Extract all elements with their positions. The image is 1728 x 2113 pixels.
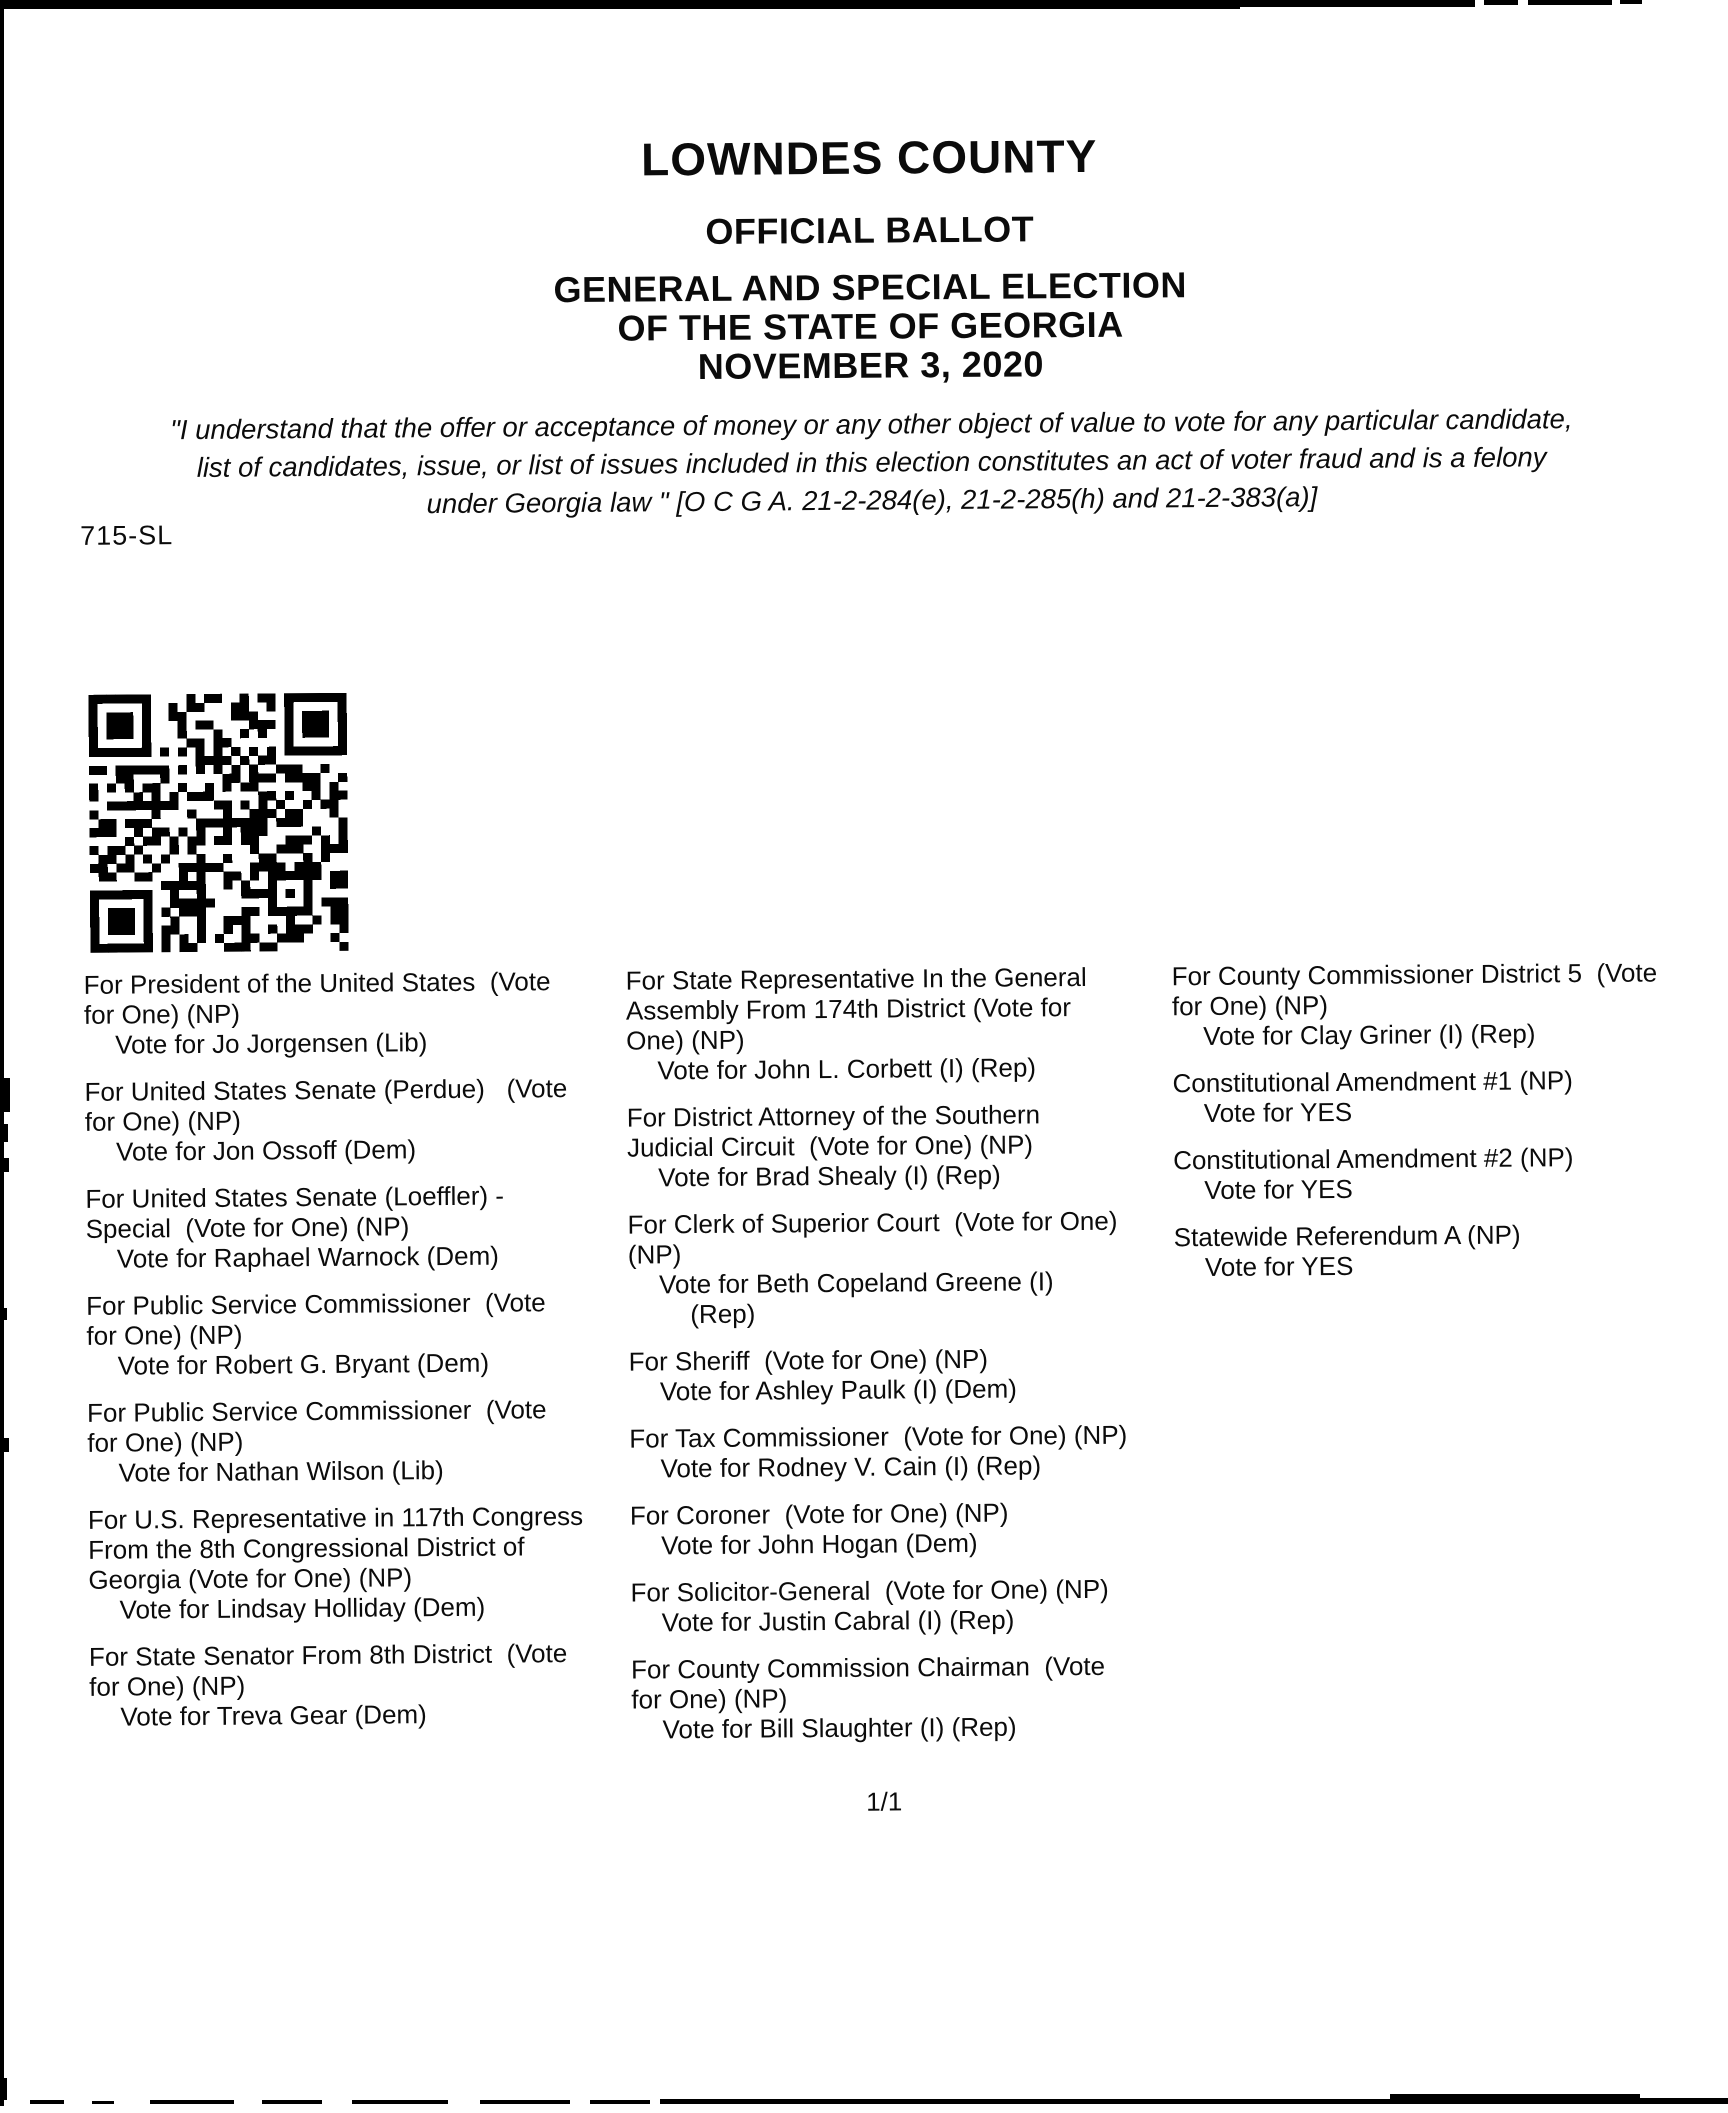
contest-block bbox=[630, 1573, 1175, 1637]
contest-block bbox=[630, 1496, 1175, 1560]
voter-fraud-notice bbox=[63, 399, 1680, 526]
election-date: NOVEMBER 3, 2020 bbox=[697, 343, 1045, 387]
contest-block bbox=[627, 1205, 1173, 1329]
contest-title: For President of the United States (Vote for One) (NP) bbox=[83, 966, 551, 1030]
ballot-header bbox=[61, 124, 1680, 526]
fraud-notice-line: "I understand that the offer or acceptance of money or any other object of value to vote for any particular candidate, bbox=[170, 403, 1573, 446]
vote-selection: Vote for Raphael Warnock (Dem) bbox=[116, 1240, 499, 1274]
scan-artifact-left-blob bbox=[0, 1438, 9, 1452]
contest-title: For County Commission Chairman (Vote for One) (NP) bbox=[630, 1650, 1106, 1715]
contest-title: Statewide Referendum A (NP) bbox=[1173, 1219, 1521, 1253]
county-title: LOWNDES COUNTY bbox=[640, 129, 1098, 186]
vote-selection: Vote for Treva Gear (Dem) bbox=[120, 1699, 427, 1732]
scan-artifact-left-blob bbox=[0, 1308, 7, 1320]
contest-block bbox=[89, 1638, 630, 1732]
contest-title: For United States Senate (Loeffler) - Special (Vote for One) (NP) bbox=[85, 1180, 505, 1244]
vote-selection: Vote for YES bbox=[1203, 1096, 1353, 1129]
vote-selection: Vote for Justin Cabral (I) (Rep) bbox=[661, 1604, 1015, 1638]
vote-selection: Vote for Clay Griner (I) (Rep) bbox=[1203, 1018, 1536, 1052]
contest-title: For Public Service Commissioner (Vote for One) (NP) bbox=[86, 1394, 547, 1458]
contest-block bbox=[629, 1419, 1174, 1483]
vote-selection: Vote for YES bbox=[1204, 1250, 1354, 1283]
contest-title: For Solicitor-General (Vote for One) (NP) bbox=[630, 1573, 1109, 1608]
contest-title: For Tax Commissioner (Vote for One) (NP) bbox=[629, 1419, 1128, 1454]
fraud-notice-line: list of candidates, issue, or list of issues included in this election constitutes an act of voter fraud and is a felony bbox=[196, 441, 1547, 483]
fraud-notice-line: under Georgia law " [O C G A. 21-2-284(e), 21-2-285(h) and 21-2-383(a)] bbox=[426, 481, 1318, 520]
ballot-style-code: 715-SL bbox=[80, 520, 174, 551]
vote-selection: Vote for Rodney V. Cain (I) (Rep) bbox=[660, 1450, 1042, 1484]
election-title bbox=[62, 261, 1679, 391]
contest-block bbox=[627, 1098, 1173, 1192]
vote-selection: Vote for Jon Ossoff (Dem) bbox=[115, 1134, 417, 1167]
contest-title: For State Senator From 8th District (Vote for One) (NP) bbox=[88, 1638, 568, 1702]
contest-block bbox=[626, 961, 1172, 1085]
contest-block bbox=[85, 1180, 626, 1274]
contest-title: Constitutional Amendment #2 (NP) bbox=[1173, 1142, 1574, 1176]
contest-title: For Public Service Commissioner (Vote for One) (NP) bbox=[86, 1287, 546, 1351]
contest-title: For State Representative In the General Assembly From 174th District (Vote for One) (NP) bbox=[625, 961, 1087, 1056]
vote-selection: Vote for Ashley Paulk (I) (Dem) bbox=[659, 1373, 1017, 1407]
contest-block bbox=[629, 1342, 1174, 1406]
contest-column-3 bbox=[1172, 957, 1728, 1299]
contest-title: For United States Senate (Perdue) (Vote for One) (NP) bbox=[84, 1073, 568, 1137]
vote-selection: Vote for Jo Jorgensen (Lib) bbox=[115, 1027, 428, 1060]
contest-block bbox=[84, 966, 625, 1060]
vote-selection: Vote for John L. Corbett (I) (Rep) bbox=[657, 1052, 1037, 1086]
page-number: 1/1 bbox=[866, 1786, 903, 1817]
contest-block bbox=[86, 1287, 627, 1381]
vote-selection: Vote for YES bbox=[1204, 1173, 1353, 1206]
contest-block bbox=[1172, 957, 1728, 1051]
vote-selection: Vote for Brad Shealy (I) (Rep) bbox=[658, 1159, 1001, 1193]
contest-block bbox=[88, 1501, 629, 1625]
contest-block bbox=[1172, 1064, 1728, 1128]
election-line-1: GENERAL AND SPECIAL ELECTION bbox=[553, 264, 1188, 311]
vote-selection: Vote for Lindsay Holliday (Dem) bbox=[119, 1591, 486, 1625]
vote-selection: Vote for Bill Slaughter (I) (Rep) bbox=[662, 1711, 1017, 1745]
contest-block bbox=[1174, 1218, 1728, 1282]
contest-column-2 bbox=[626, 961, 1177, 1761]
vote-selection: (Rep) bbox=[690, 1298, 756, 1330]
contest-title: For Sheriff (Vote for One) (NP) bbox=[628, 1343, 989, 1377]
contest-block bbox=[87, 1394, 628, 1488]
ballot-qr-code bbox=[81, 693, 355, 953]
vote-selection: Vote for John Hogan (Dem) bbox=[661, 1527, 978, 1561]
contest-title: For U.S. Representative in 117th Congress From the 8th Congressional District of Georgia (Vote for One) (NP) bbox=[87, 1500, 584, 1595]
vote-selection: Vote for Robert G. Bryant (Dem) bbox=[117, 1347, 490, 1381]
vote-selection: Vote for Beth Copeland Greene (I) bbox=[658, 1266, 1054, 1300]
scan-artifact-bottom-block bbox=[0, 2078, 7, 2100]
scan-artifact-left-blob bbox=[0, 1124, 8, 1142]
contest-title: Constitutional Amendment #1 (NP) bbox=[1172, 1065, 1573, 1099]
election-line-2: OF THE STATE OF GEORGIA bbox=[617, 303, 1124, 349]
ballot-type-title: OFFICIAL BALLOT bbox=[705, 208, 1035, 252]
contest-block bbox=[84, 1073, 625, 1167]
scan-artifact-left-blob bbox=[0, 1158, 9, 1172]
contest-title: For District Attorney of the Southern Judicial Circuit (Vote for One) (NP) bbox=[626, 1099, 1041, 1163]
contest-block bbox=[631, 1650, 1177, 1744]
vote-selection: Vote for Nathan Wilson (Lib) bbox=[118, 1455, 444, 1488]
contest-title: For County Commissioner District 5 (Vote for One) (NP) bbox=[1171, 957, 1658, 1022]
contest-title: For Coroner (Vote for One) (NP) bbox=[629, 1497, 1009, 1531]
contest-column-1 bbox=[84, 966, 630, 1749]
contest-title: For Clerk of Superior Court (Vote for One) (NP) bbox=[627, 1205, 1118, 1270]
contest-block bbox=[1173, 1141, 1728, 1205]
